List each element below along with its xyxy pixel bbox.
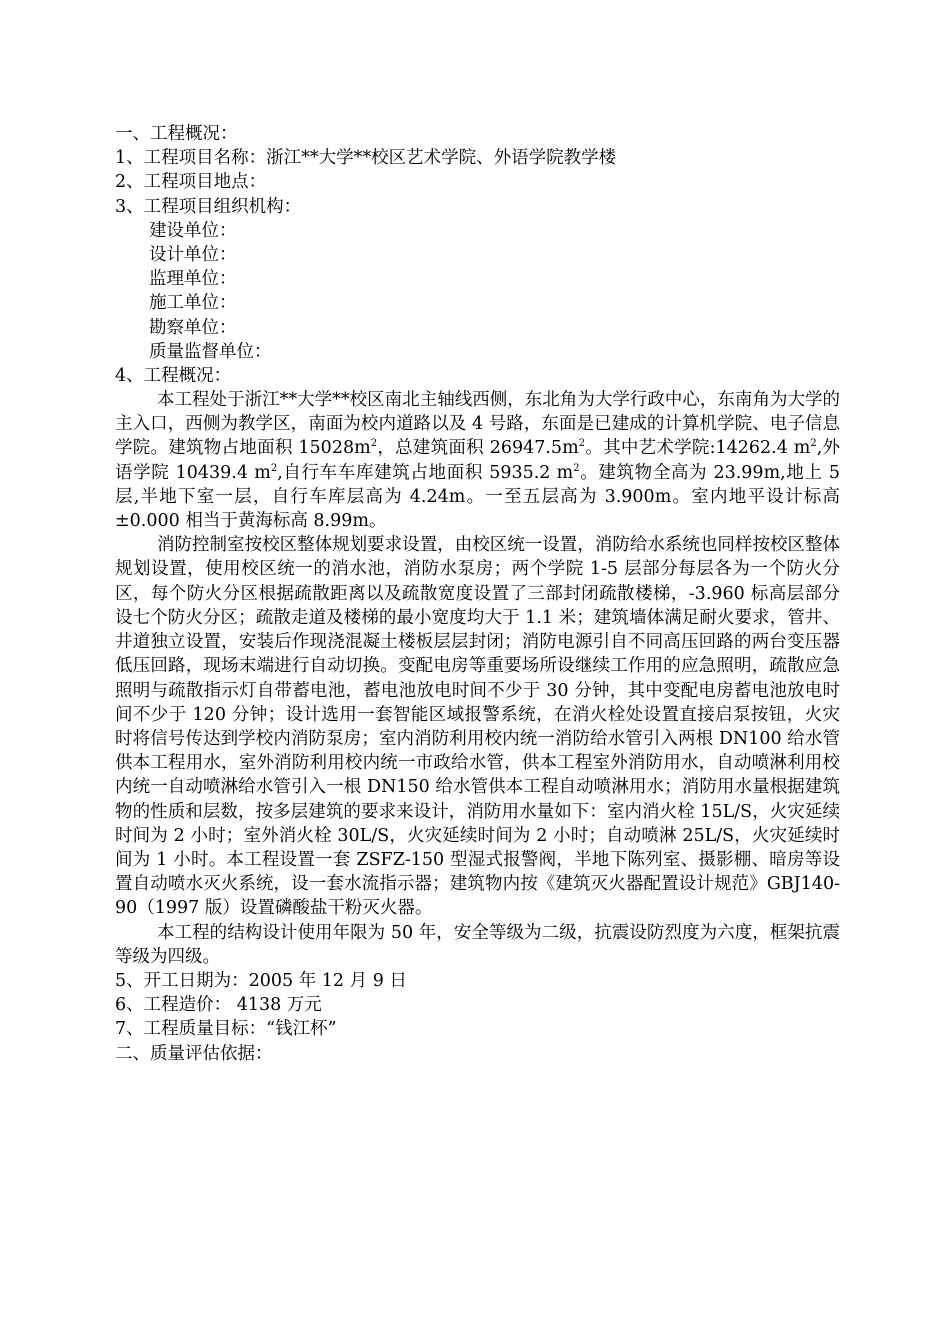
superscript-2: 2 (573, 462, 580, 474)
org-unit-quality-supervision: 质量监督单位： (149, 341, 272, 362)
project-cost-line: 6、工程造价： 4138 万元 (115, 995, 322, 1016)
start-date-line: 5、开工日期为：2005 年 12 月 9 日 (115, 970, 407, 991)
para1-text-5: ,自行车车库建筑占地面积 5935.2 m (277, 462, 574, 483)
para1-text-6: 。建筑物全高为 23.99m,地上 5 层,半地下室一层，自行车库层高为 4.24m。一至五层高为 3.900m。室内地平设计标高±0.000 相当于黄海标高 8.99m。 (115, 462, 841, 532)
superscript-2: 2 (270, 462, 278, 474)
superscript-2: 2 (370, 438, 378, 450)
org-unit-design: 设计单位： (149, 244, 237, 265)
superscript-2: 2 (578, 438, 586, 450)
para1-text-2: ，总建筑面积 26947.5m (377, 438, 579, 459)
para1-text-3: 。其中艺术学院:14262.4 m (585, 438, 811, 459)
paragraph-fire-protection: 消防控制室按校区整体规划要求设置，由校区统一设置，消防给水系统也同样按校区整体规划设置，使用校区统一的消水池，消防水泵房；两个学院 1-5 层部分每层各为一个防火分区，每个防火分区根据疏散距离以及疏散宽度设置了三部封闭疏散楼梯，-3.960 标高层部分设七个防火分区；疏散走道及楼梯的最小宽度均大于 1.1 米；建筑墙体满足耐火要求，管井、井道独立设置，安装后作现浇混凝土楼板层层封闭；消防电源引自不同高压回路的两台变压器低压回路，现场末端进行自动切换。变配电房等重要场所设继续工作用的应急照明，疏散应急照明与疏散指示灯自带蓄电池，蓄电池放电时间不少于 30 分钟，其中变配电房蓄电池放电时间不少于 120 分钟；设计选用一套智能区域报警系统，在消火栓处设置直接启泵按钮，火灾时将信号传达到学校内消防泵房；室内消防利用校内统一消防给水管引入两根 DN100 给水管供本工程用水，室外消防利用校内统一市政给水管，供本工程室外消防用水，自动喷淋利用校内统一自动喷淋给水管引入一根 DN150 给水管供本工程自动喷淋用水；消防用水量根据建筑物的性质和层数，按多层建筑的要求来设计，消防用水量如下：室内消火栓 15L/S，火灾延续时间为 2 小时；室外消火栓 30L/S，火灾延续时间为 2 小时；自动喷淋 25L/S，火灾延续时间为 1 小时。本工程设置一套 ZSFZ-150 型湿式报警阀，半地下陈列室、摄影棚、暗房等设置自动喷水灭火系统，设一套水流指示器；建筑物内按《建筑灭火器配置设计规范》GBJ140-90（1997 版）设置磷酸盐干粉灭火器。 (115, 535, 840, 919)
project-name-line: 1、工程项目名称：浙江**大学**校区艺术学院、外语学院教学楼 (115, 148, 617, 169)
org-unit-supervision: 监理单位： (149, 269, 237, 290)
document-body (115, 122, 840, 1066)
quality-goal-line: 7、工程质量目标：“钱江杯” (115, 1019, 337, 1040)
superscript-2: 2 (810, 438, 817, 450)
para1-text-1: 本工程处于浙江**大学**校区南北主轴线西侧，东北角为大学行政中心，东南角为大学的主入口，西侧为教学区，南面为校内道路以及 4 号路，东面是已建成的计算机学院、电子信息学院。建筑物占地面积 15028m (115, 390, 840, 459)
section-heading-overview: 一、工程概况： (115, 124, 238, 144)
section-heading-basis: 二、质量评估依据： (115, 1043, 273, 1064)
paragraph-structure: 本工程的结构设计使用年限为 50 年，安全等级为二级，抗震设防烈度为六度，框架抗震等级为四级。 (115, 922, 840, 967)
org-unit-survey: 勘察单位： (149, 317, 237, 338)
org-unit-contractor: 施工单位： (149, 293, 237, 314)
org-unit-construction: 建设单位： (149, 220, 237, 241)
project-organization-line: 3、工程项目组织机构： (115, 196, 302, 217)
project-overview-line: 4、工程概况： (115, 365, 232, 386)
para1-text-4: ,外语学院 10439.4 m (115, 438, 841, 483)
paragraph-site-description (115, 388, 840, 533)
project-location-line: 2、工程项目地点： (115, 172, 267, 193)
